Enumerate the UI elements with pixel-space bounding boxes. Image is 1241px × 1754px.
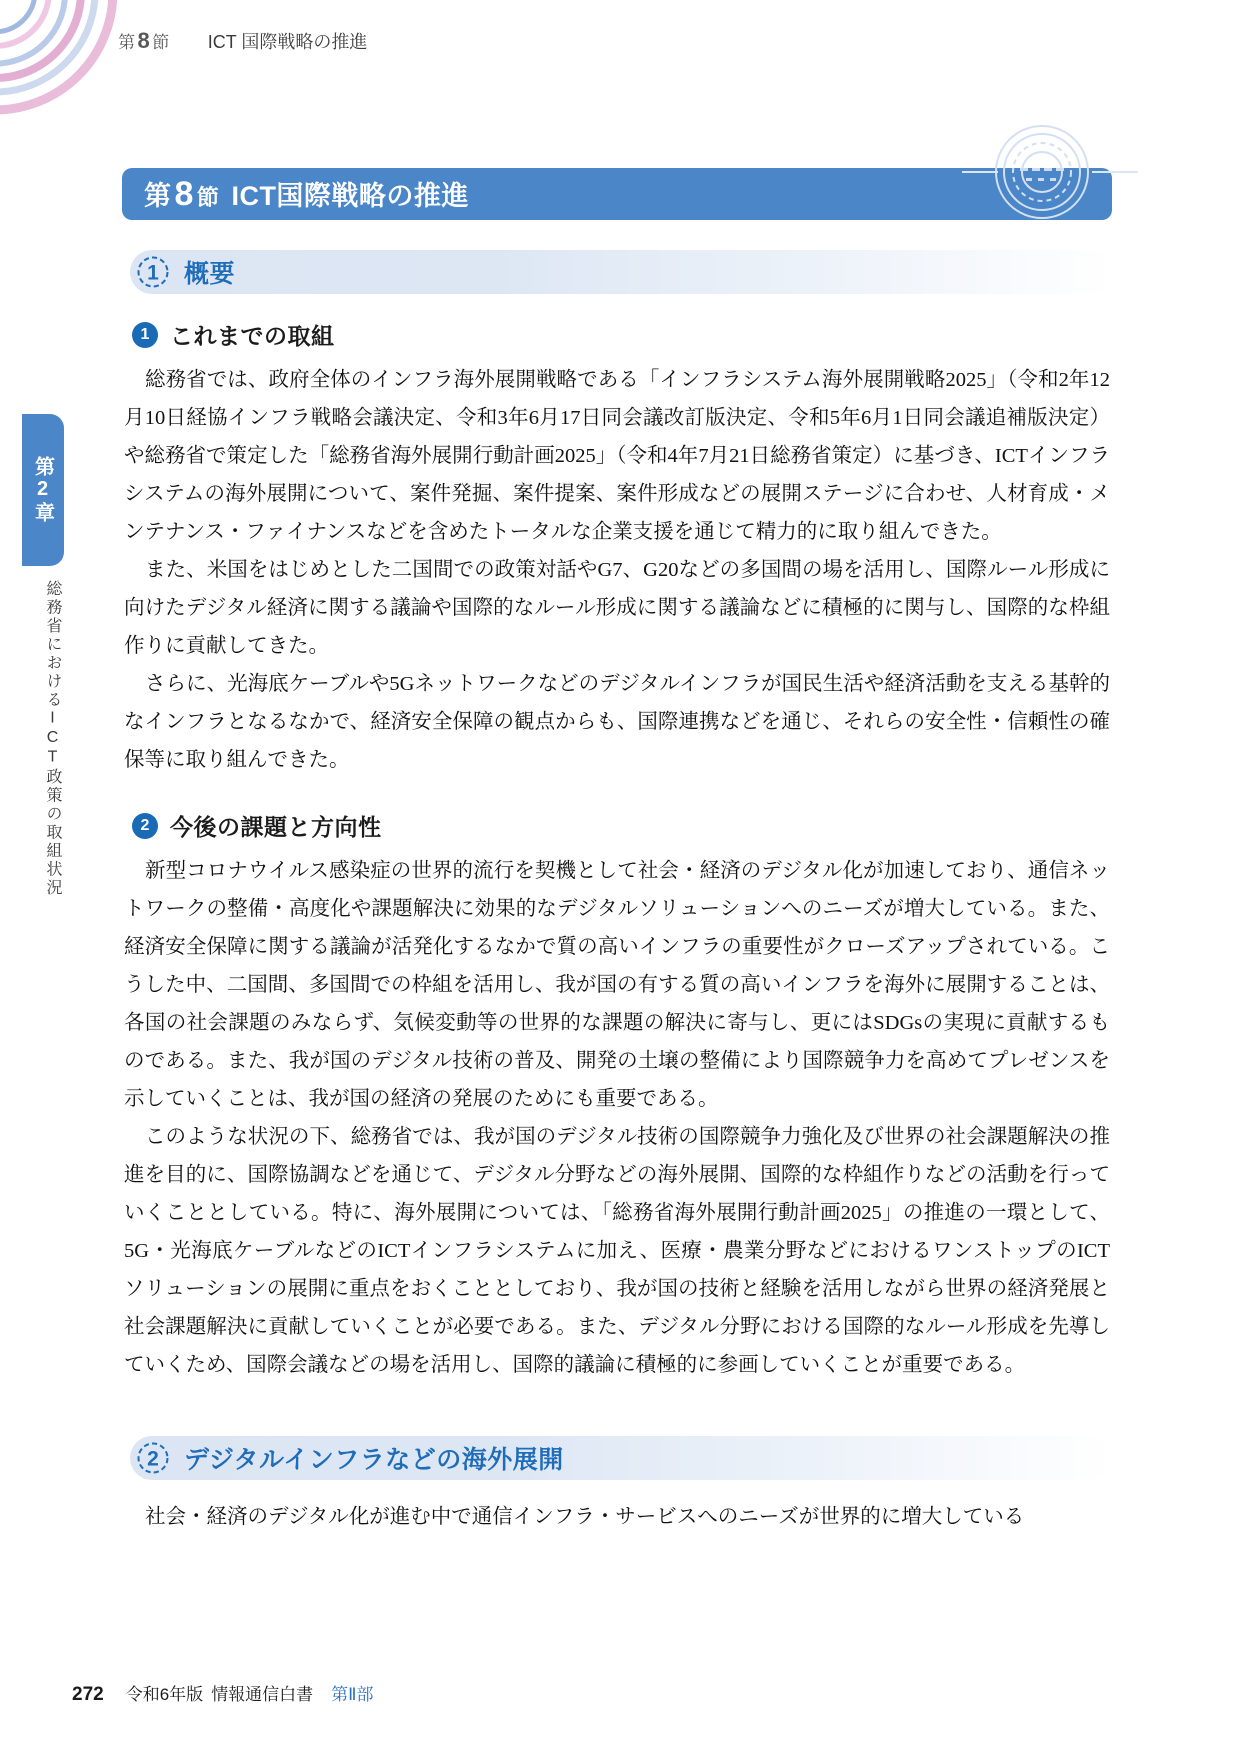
svg-text:2: 2 [147, 1447, 159, 1471]
section-banner-suffix: 節 [196, 185, 220, 210]
footer-part: 第Ⅱ部 [331, 1685, 374, 1704]
section-banner-number: 8 [174, 175, 194, 213]
paragraph: このような状況の下、総務省では、我が国のデジタル技術の国際競争力強化及び世界の社会課題解決の推進を目的に、国際協調などを通じて、デジタル分野などの海外展開、国際的な枠組作りなどの活動を行っていくこととしている。特に、海外展開については、「総務省海外展開行動計画2025」の推進の一環として、5G・光海底ケーブルなどのICTインフラシステムに加え、医療・農業分野などにおけるワンストップのICTソリューションの展開に重点をおくこととしており、我が国の技術と経験を活用しながら世界の経済発展と社会課題解決に貢献していくことが必要である。また、デジタル分野における国際的なルール形成を先導していくため、国際会議などの場を活用し、国際的議論に積極的に参画していくことが重要である。 [124, 1126, 1110, 1376]
section-heading-2-title: デジタルインフラなどの海外展開 [184, 1446, 564, 1474]
section-banner [122, 168, 1112, 220]
subsection-heading-1-2 [132, 809, 1112, 842]
subsection-number-badge: 2 [132, 813, 158, 839]
section-heading-1 [130, 250, 1112, 294]
section-banner-text [122, 174, 469, 214]
running-head-suffix: 節 [152, 33, 170, 52]
subsection-heading-1-1-title: これまでの取組 [170, 323, 335, 349]
chapter-tab [22, 414, 64, 566]
chapter-tab-description: 総務省におけるICT政策の取組状況 [44, 580, 61, 898]
svg-text:1: 1 [147, 261, 159, 285]
section-banner-title: ICT国際戦略の推進 [231, 181, 469, 211]
spacer [122, 779, 1112, 785]
footer-title: 情報通信白書 [211, 1685, 314, 1704]
footer-edition: 令和6年版 [125, 1685, 204, 1704]
running-head-number: 8 [137, 28, 151, 53]
banner-decoration [902, 124, 1162, 220]
section-banner-prefix: 第 [144, 181, 172, 211]
subsection-number-badge: 1 [132, 322, 158, 348]
paragraph: 社会・経済のデジタル化が進む中で通信インフラ・サービスへのニーズが世界的に増大している [145, 1506, 1025, 1528]
paragraph: また、米国をはじめとした二国間での政策対話やG7、G20などの多国間の場を活用し、国際ルール形成に向けたデジタル経済に関する議論や国際的なルール形成に関する議論などに積極的に関与し、国際的な枠組作りに貢献してきた。 [124, 559, 1110, 657]
chapter-tab-label: 第2章 [31, 456, 54, 524]
running-head-title: ICT 国際戦略の推進 [207, 32, 368, 52]
page-footer [72, 1680, 374, 1706]
circled-number-icon [136, 255, 170, 289]
running-head-prefix: 第 [118, 33, 136, 52]
subsection-heading-1-1 [132, 318, 1112, 351]
subsection-heading-1-2-title: 今後の課題と方向性 [170, 814, 382, 840]
circled-number-icon [136, 1441, 170, 1475]
main-column [122, 0, 1112, 1536]
page-number: 272 [72, 1684, 104, 1705]
section-heading-1-title: 概要 [184, 260, 236, 288]
paragraph: さらに、光海底ケーブルや5Gネットワークなどのデジタルインフラが国民生活や経済活動を支える基幹的なインフラとなるなかで、経済安全保障の観点からも、国際連携などを通じ、それらの安全性・信頼性の確保等に取り組んできた。 [124, 673, 1110, 771]
section-heading-2 [130, 1436, 1112, 1480]
paragraph: 総務省では、政府全体のインフラ海外展開戦略である「インフラシステム海外展開戦略2025」（令和2年12月10日経協インフラ戦略会議決定、令和3年6月17日同会議改訂版決定、令和5年6月1日同会議追補版決定）や総務省で策定した「総務省海外展開行動計画2025」（令和4年7月21日総務省策定）に基づき、ICTインフラシステムの海外展開について、案件発掘、案件提案、案件形成などの展開ステージに合わせ、人材育成・メンテナンス・ファイナンスなどを含めたトータルな企業支援を通じて精力的に取り組んできた。 [124, 369, 1110, 543]
paragraph: 新型コロナウイルス感染症の世界的流行を契機として社会・経済のデジタル化が加速しており、通信ネットワークの整備・高度化や課題解決に効果的なデジタルソリューションへのニーズが増大している。また、経済安全保障に関する議論が活発化するなかで質の高いインフラの重要性がクローズアップされている。こうした中、二国間、多国間での枠組を活用し、我が国の有する質の高いインフラを海外に展開することは、各国の社会課題のみならず、気候変動等の世界的な課題の解決に寄与し、更にはSDGsの実現に貢献するものである。また、我が国のデジタル技術の普及、開発の土壌の整備により国際競争力を高めてプレゼンスを示していくことは、我が国の経済の発展のためにも重要である。 [124, 860, 1110, 1110]
